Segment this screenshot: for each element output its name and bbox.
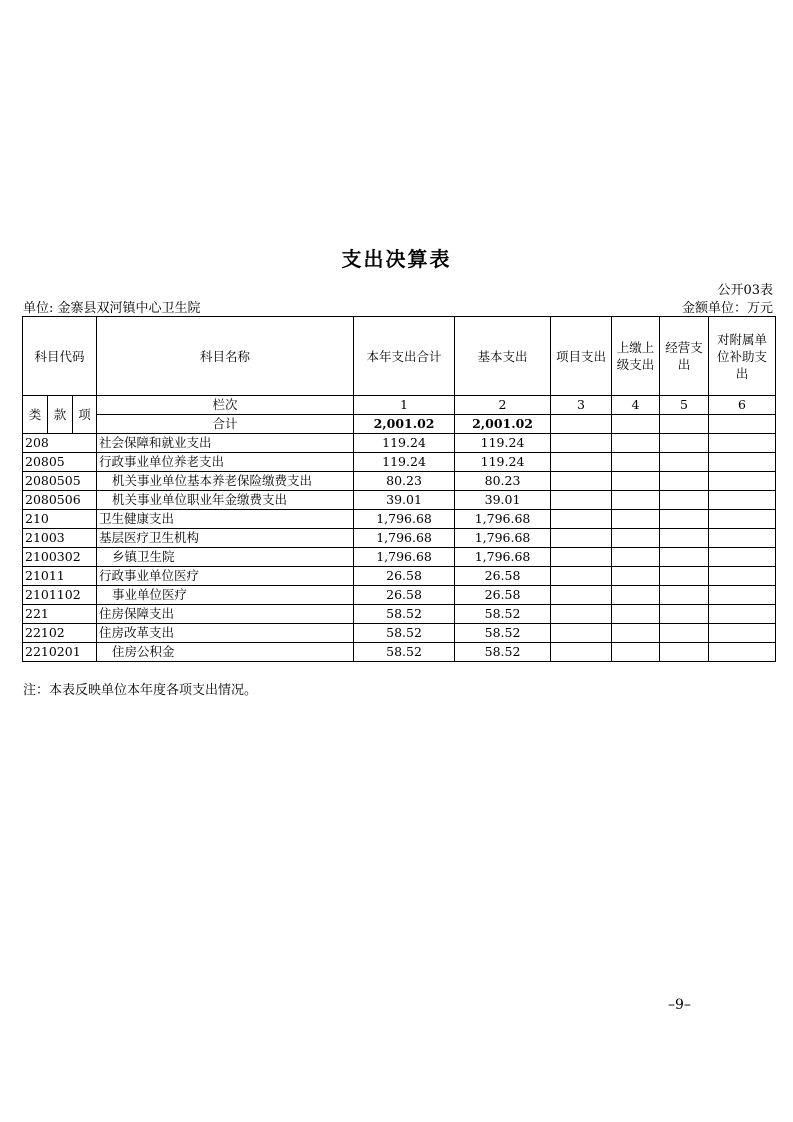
col-num-6: 6 (709, 396, 776, 415)
table-row (23, 624, 776, 643)
row-subsidy (709, 643, 776, 662)
header-lei: 类 (23, 396, 48, 434)
table-row (23, 434, 776, 453)
header-name: 科目名称 (97, 317, 354, 396)
row-upper (612, 434, 660, 453)
row-basic: 119.24 (455, 453, 551, 472)
row-subsidy (709, 453, 776, 472)
row-basic: 1,796.68 (455, 529, 551, 548)
page-number: –9– (668, 997, 691, 1013)
document-title: 支出决算表 (341, 247, 452, 271)
row-basic: 58.52 (455, 605, 551, 624)
row-subsidy (709, 472, 776, 491)
row-upper (612, 510, 660, 529)
row-name: 行政事业单位养老支出 (97, 453, 354, 472)
row-project (551, 567, 612, 586)
row-code: 2080505 (23, 472, 97, 491)
row-total: 26.58 (354, 586, 455, 605)
row-business (660, 453, 709, 472)
row-total: 58.52 (354, 605, 455, 624)
row-basic: 58.52 (455, 643, 551, 662)
table-row (23, 491, 776, 510)
row-business (660, 434, 709, 453)
sum-label: 合计 (97, 415, 354, 434)
row-total: 80.23 (354, 472, 455, 491)
table-row (23, 586, 776, 605)
row-code: 2100302 (23, 548, 97, 567)
col-num-3: 3 (551, 396, 612, 415)
row-project (551, 510, 612, 529)
row-code: 22102 (23, 624, 97, 643)
row-project (551, 624, 612, 643)
sum-upper (612, 415, 660, 434)
row-code: 21011 (23, 567, 97, 586)
row-code: 2210201 (23, 643, 97, 662)
row-name: 卫生健康支出 (97, 510, 354, 529)
header-basic: 基本支出 (455, 317, 551, 396)
row-basic: 119.24 (455, 434, 551, 453)
expenditure-table (22, 316, 776, 662)
header-upper: 上缴上级支出 (612, 317, 660, 396)
row-code: 221 (23, 605, 97, 624)
table-row (23, 472, 776, 491)
row-subsidy (709, 605, 776, 624)
row-total: 119.24 (354, 434, 455, 453)
row-subsidy (709, 548, 776, 567)
header-project: 项目支出 (551, 317, 612, 396)
row-code: 21003 (23, 529, 97, 548)
row-total: 1,796.68 (354, 529, 455, 548)
col-num-1: 1 (354, 396, 455, 415)
row-upper (612, 453, 660, 472)
row-business (660, 472, 709, 491)
table-row (23, 605, 776, 624)
row-basic: 80.23 (455, 472, 551, 491)
header-total: 本年支出合计 (354, 317, 455, 396)
row-name: 乡镇卫生院 (97, 548, 354, 567)
row-name: 基层医疗卫生机构 (97, 529, 354, 548)
row-total: 58.52 (354, 643, 455, 662)
row-subsidy (709, 510, 776, 529)
row-code: 208 (23, 434, 97, 453)
row-subsidy (709, 529, 776, 548)
header-subsidy: 对附属单位补助支出 (709, 317, 776, 396)
row-business (660, 567, 709, 586)
row-total: 39.01 (354, 491, 455, 510)
table-note: 注：本表反映单位本年度各项支出情况。 (23, 683, 258, 698)
row-business (660, 605, 709, 624)
row-project (551, 434, 612, 453)
row-code: 210 (23, 510, 97, 529)
form-number: 公开03表 (717, 283, 773, 298)
row-business (660, 643, 709, 662)
row-project (551, 472, 612, 491)
header-xiang: 项 (73, 396, 97, 434)
row-subsidy (709, 434, 776, 453)
row-name: 事业单位医疗 (97, 586, 354, 605)
sum-project (551, 415, 612, 434)
reporting-unit: 单位: 金寨县双河镇中心卫生院 (23, 301, 201, 316)
amount-unit: 金额单位：万元 (681, 301, 773, 316)
sum-row (23, 415, 776, 434)
row-project (551, 605, 612, 624)
row-business (660, 529, 709, 548)
table-row (23, 548, 776, 567)
row-subsidy (709, 567, 776, 586)
sum-subsidy (709, 415, 776, 434)
row-total: 1,796.68 (354, 510, 455, 529)
col-num-5: 5 (660, 396, 709, 415)
row-name: 社会保障和就业支出 (97, 434, 354, 453)
row-name: 住房改革支出 (97, 624, 354, 643)
row-name: 住房保障支出 (97, 605, 354, 624)
row-upper (612, 548, 660, 567)
col-num-4: 4 (612, 396, 660, 415)
row-upper (612, 643, 660, 662)
sum-basic: 2,001.02 (455, 415, 551, 434)
row-basic: 58.52 (455, 624, 551, 643)
row-total: 58.52 (354, 624, 455, 643)
row-upper (612, 605, 660, 624)
row-business (660, 491, 709, 510)
row-upper (612, 586, 660, 605)
row-project (551, 586, 612, 605)
row-business (660, 510, 709, 529)
row-name: 机关事业单位职业年金缴费支出 (97, 491, 354, 510)
row-code: 2101102 (23, 586, 97, 605)
row-total: 119.24 (354, 453, 455, 472)
row-upper (612, 529, 660, 548)
table-row (23, 529, 776, 548)
sum-business (660, 415, 709, 434)
row-total: 1,796.68 (354, 548, 455, 567)
row-upper (612, 624, 660, 643)
row-business (660, 548, 709, 567)
header-code: 科目代码 (23, 317, 97, 396)
row-business (660, 624, 709, 643)
row-project (551, 453, 612, 472)
header-lanci: 栏次 (97, 396, 354, 415)
row-name: 住房公积金 (97, 643, 354, 662)
row-basic: 26.58 (455, 567, 551, 586)
row-name: 机关事业单位基本养老保险缴费支出 (97, 472, 354, 491)
table-row (23, 643, 776, 662)
sum-total: 2,001.02 (354, 415, 455, 434)
row-code: 20805 (23, 453, 97, 472)
table-row (23, 453, 776, 472)
column-number-row (23, 396, 776, 415)
row-project (551, 548, 612, 567)
row-subsidy (709, 624, 776, 643)
table-row (23, 510, 776, 529)
header-business: 经营支出 (660, 317, 709, 396)
row-project (551, 491, 612, 510)
row-basic: 1,796.68 (455, 548, 551, 567)
col-num-2: 2 (455, 396, 551, 415)
row-upper (612, 472, 660, 491)
row-business (660, 586, 709, 605)
table-row (23, 567, 776, 586)
row-project (551, 529, 612, 548)
header-row (23, 317, 776, 396)
row-basic: 1,796.68 (455, 510, 551, 529)
row-subsidy (709, 491, 776, 510)
row-total: 26.58 (354, 567, 455, 586)
row-basic: 39.01 (455, 491, 551, 510)
row-basic: 26.58 (455, 586, 551, 605)
row-code: 2080506 (23, 491, 97, 510)
row-upper (612, 491, 660, 510)
row-project (551, 643, 612, 662)
row-upper (612, 567, 660, 586)
row-subsidy (709, 586, 776, 605)
row-name: 行政事业单位医疗 (97, 567, 354, 586)
header-kuan: 款 (48, 396, 73, 434)
